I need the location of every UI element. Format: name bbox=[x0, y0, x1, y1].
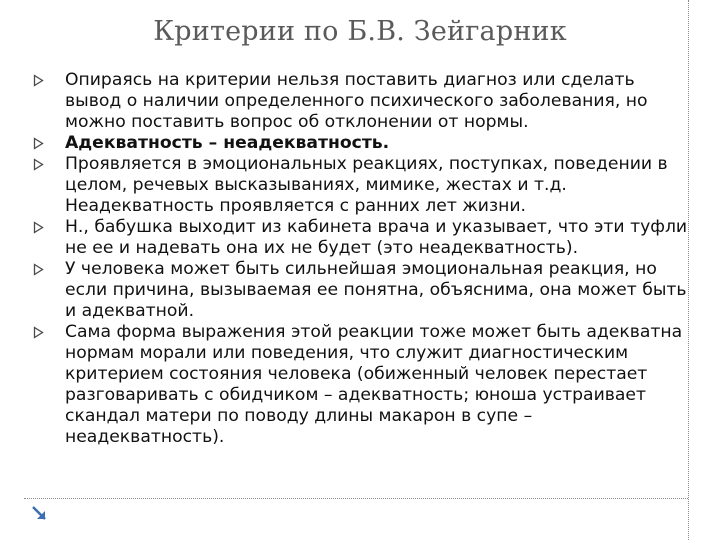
bullet-text: Проявляется в эмоциональных реакциях, поступках, поведении в целом, речевых высказываниях, мимике, жестах и т.д. Неадекватность проявляется с ранних лет жизни. bbox=[65, 154, 668, 216]
bullet-text: Сама форма выражения этой реакции тоже может быть адекватна нормам морали или поведения, что служит диагностическим критерием состояния человека (обиженный человек перестает разговаривать с обидчиком – адекватность; юноша устраивает скандал матери по поводу длины макарон в супе – неадекватность). bbox=[65, 322, 683, 447]
triangle-arrow-icon bbox=[33, 326, 44, 339]
slide-title: Критерии по Б.В. Зейгарник bbox=[153, 16, 567, 47]
triangle-arrow-icon bbox=[33, 221, 44, 234]
bullet-item bbox=[33, 133, 693, 154]
triangle-arrow-icon bbox=[33, 137, 44, 150]
bullet-text: Н., бабушка выходит из кабинета врача и указывает, что эти туфли не ее и надевать она их не будет (это неадекватность). bbox=[65, 217, 688, 258]
bullet-item bbox=[33, 217, 693, 259]
triangle-arrow-icon bbox=[33, 74, 44, 87]
bullet-text: У человека может быть сильнейшая эмоциональная реакция, но если причина, вызываемая ее понятна, объяснима, она может быть и адекватной. bbox=[65, 259, 687, 321]
bullet-item bbox=[33, 259, 693, 322]
diagonal-arrow-icon bbox=[31, 505, 47, 521]
right-guide-line bbox=[688, 0, 689, 540]
triangle-arrow-icon bbox=[33, 158, 44, 171]
triangle-arrow-icon bbox=[33, 263, 44, 276]
bottom-divider bbox=[24, 498, 688, 499]
bullet-text: Адекватность – неадекватность. bbox=[65, 133, 390, 153]
bullet-item bbox=[33, 154, 693, 217]
bullet-list bbox=[33, 70, 693, 448]
bullet-item bbox=[33, 70, 693, 133]
bullet-item bbox=[33, 322, 693, 448]
bullet-text: Опираясь на критерии нельзя поставить диагноз или сделать вывод о наличии определенного психического заболевания, но можно поставить вопрос об отклонении от нормы. bbox=[65, 70, 648, 132]
